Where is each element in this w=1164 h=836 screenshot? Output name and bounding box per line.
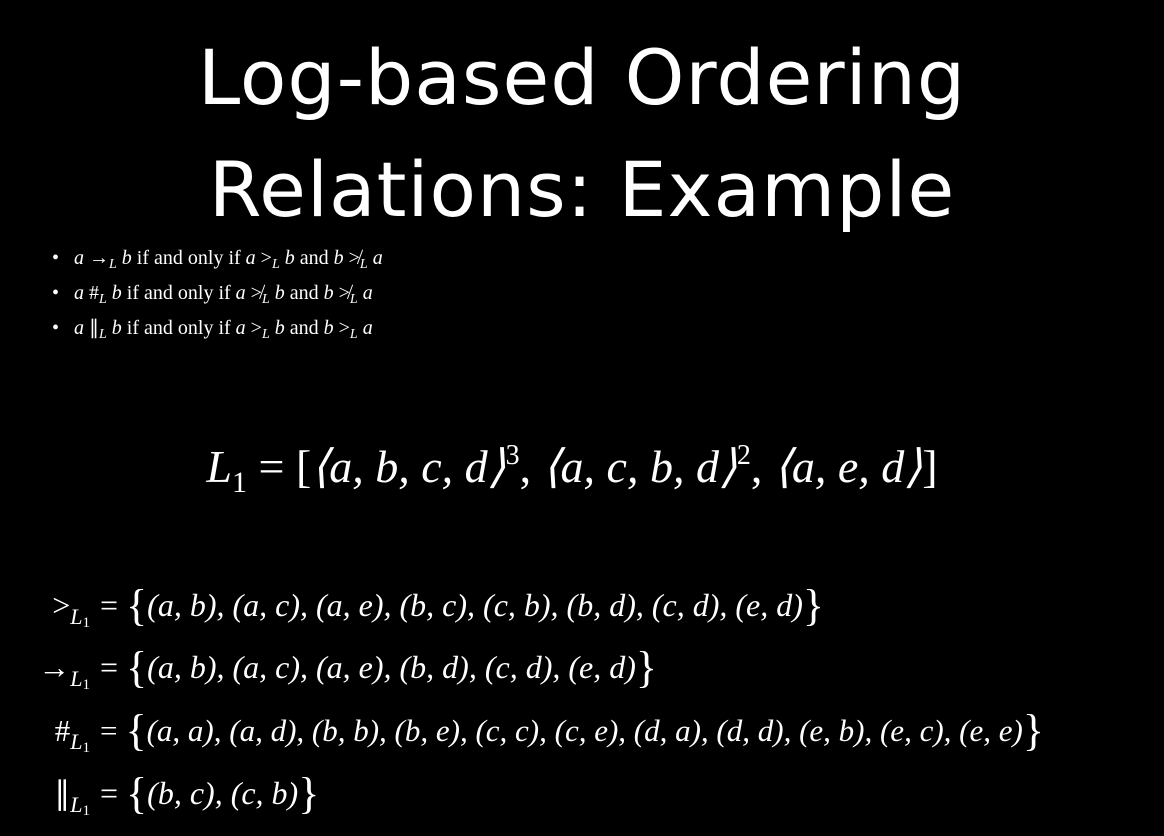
log-name: L (206, 441, 233, 492)
log-close-bracket: ] (922, 441, 938, 492)
trace-3: ⟨a, e, d⟩ (773, 441, 923, 492)
relation-directly-follows: $>_{L1} = \{(a$, b), (a, c), (a, e), (b, c), (c, b), (b, d), (c, d), (e, d)} (52, 581, 825, 631)
relation-symbol: ∥ (54, 775, 71, 811)
trace-1: ⟨a, b, c, d⟩ (311, 441, 506, 492)
log-open-bracket: [ (295, 441, 312, 492)
slide-title (0, 22, 1164, 246)
relation-pairs: (a, a), (a, d), (b, b), (b, e), (c, c), (c, e), (d, a), (d, d), (e, b), (e, c), (e, e) (146, 713, 1023, 748)
definition-choice: • a $\#_L$ b if and only if a $≯_L$ b and b $≯_L$ a (48, 279, 383, 314)
relation-symbol: → (38, 649, 71, 685)
event-log-formula: $L_1$ = [⟨a, b, c, d⟩$^3$, ⟨a, c, b, d⟩$^2$, ⟨a, e, d⟩] (206, 440, 938, 499)
bullet-icon: • (52, 317, 60, 339)
relation-parallel: $\parallel_{L1} = \{(b$, c), (c, b)} (54, 769, 320, 819)
log-equals: = (258, 441, 285, 492)
relation-pairs: (a, b), (a, c), (a, e), (b, c), (c, b), (b, d), (c, d), (e, d) (147, 587, 803, 623)
slide-title-line-2: Relations: Example (208, 145, 956, 234)
relation-choice: $\#_{L1} = \{(a$, a), (a, d), (b, b), (b, e), (c, c), (c, e), (d, a), (d, d), (e, b), (e, c), (e, e)} (54, 706, 1044, 756)
slide-title-line-1: Log-based Ordering (197, 33, 967, 122)
definition-causality: • $a \to_L$ b if and only if $a >_L$ b and b $≯_L$ a (48, 244, 383, 279)
relation-pairs: (a, b), (a, c), (a, e), (b, d), (c, d), (e, d) (147, 649, 636, 685)
definition-list (48, 244, 383, 349)
bullet-icon: • (52, 282, 60, 304)
trace-1-exponent: 3 (505, 440, 520, 471)
bullet-icon: • (52, 247, 60, 269)
relation-symbol: > (52, 587, 71, 623)
relation-pairs: (b, c), (c, b) (147, 775, 299, 811)
trace-2: ⟨a, c, b, d⟩ (542, 441, 737, 492)
log-index: 1 (232, 466, 248, 499)
definition-parallel: • a $\parallel_L$ b if and only if $a >_L$ b and $b >_L$ a (48, 314, 383, 349)
relation-symbol: # (54, 713, 71, 748)
trace-2-exponent: 2 (736, 440, 751, 471)
relation-causality: $\to_{L1} = \{(a$, b), (a, c), (a, e), (b, d), (c, d), (e, d)} (38, 643, 657, 693)
